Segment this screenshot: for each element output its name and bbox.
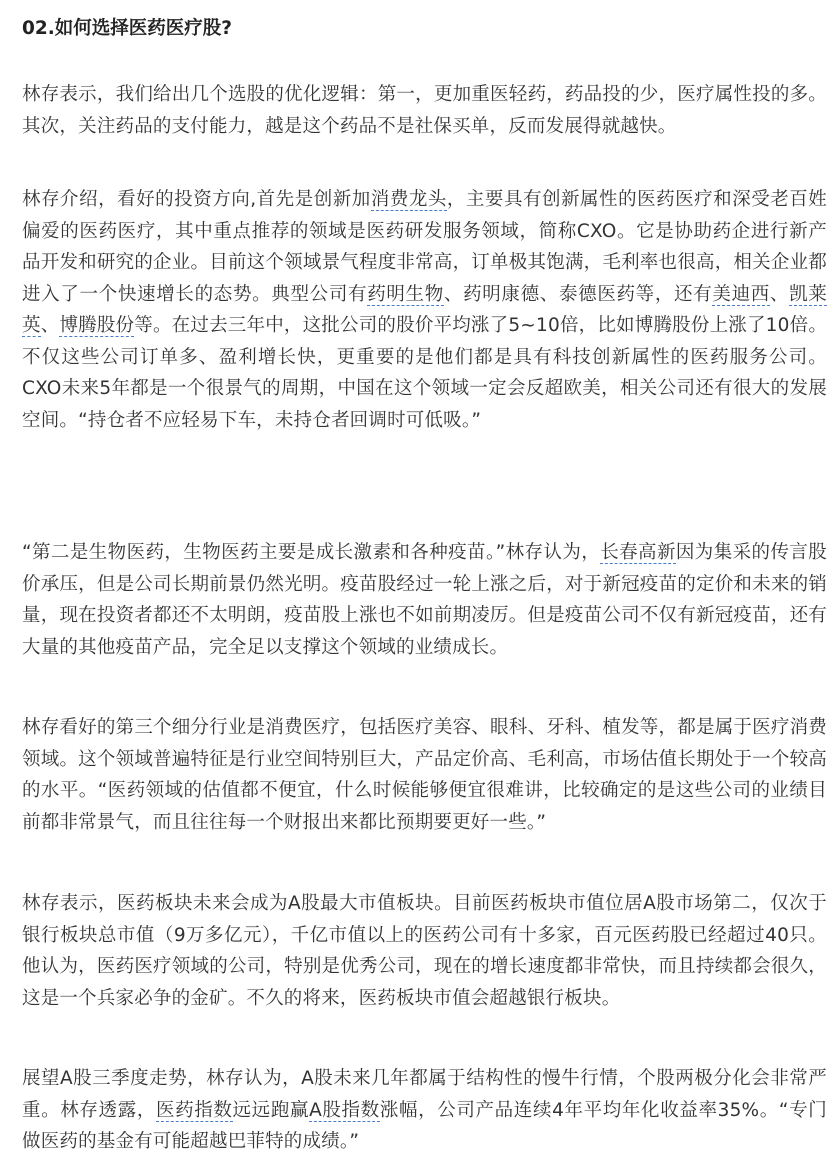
paragraph-text: 等。在过去三年中，这批公司的股价平均涨了5~10倍，比如博腾股份上涨了10倍。不仅这些公司订单多、盈利增长快，更重要的是他们都是具有科技创新属性的医药服务公司。CXO未来5年都是一个很景气的周期，中国在这个领域一定会反超欧美，相关公司还有很大的发展空间。“持仓者不应轻易下车，未持仓者回调时可低吸。”: [22, 315, 828, 431]
paragraph-text: 、: [40, 315, 60, 336]
paragraph-text: 林存介绍，看好的投资方向,首先是创新加: [22, 189, 371, 210]
paragraph-text: “第二是生物医药，生物医药主要是成长激素和各种疫苗。”林存认为，: [22, 542, 601, 563]
paragraph-1: [22, 79, 827, 142]
paragraph-text: 因为集采的传言股价承压，但是公司长期前景仍然光明。疫苗股经过一轮上涨之后，对于新冠疫苗的定价和未来的销量，现在投资者都还不太明朗，疫苗股上涨也不如前期凌厉。但是疫苗公司不仅有新冠疫苗，还有大量的其他疫苗产品，完全足以支撑这个领域的业绩成长。: [22, 542, 827, 658]
stock-link-wuxi-biologics[interactable]: 药明生物: [367, 283, 444, 305]
stock-link-consumer-leader[interactable]: 消费龙头: [370, 189, 447, 210]
paragraph-text: 涨幅，公司产品连续4年平均年化收益率35%。“专门做医药的基金有可能超越巴菲特的成绩。”: [22, 1099, 827, 1152]
paragraph-2: [22, 184, 827, 436]
stock-link-pharma-index[interactable]: 医药指数: [155, 1099, 233, 1121]
stock-link-changchun-high-tech[interactable]: 长春高新: [600, 542, 676, 563]
stock-link-medicilon[interactable]: 美迪西: [712, 283, 770, 305]
paragraph-text: 远远跑赢: [232, 1099, 310, 1121]
paragraph-3: [22, 537, 827, 663]
paragraph-text: 林存看好的第三个细分行业是消费医疗，包括医疗美容、眼科、牙科、植发等，都是属于医疗消费领域。这个领域普遍特征是行业空间特别巨大，产品定价高、毛利高，市场估值长期处于一个较高的水平。“医药领域的估值都不便宜，什么时候能够便宜很难讲，比较确定的是这些公司的业绩目前都非常景气，而且往往每一个财报出来都比预期要更好一些。”: [22, 717, 827, 833]
paragraph-4: [22, 712, 827, 838]
stock-link-porton[interactable]: 博腾股份: [59, 315, 135, 336]
paragraph-text: 、: [769, 283, 790, 305]
stock-link-asymchem[interactable]: 凯莱英: [22, 283, 827, 336]
paragraph-text: 林存表示，医药板块未来会成为A股最大市值板块。目前医药板块市值位居A股市场第二，仅次于银行板块总市值（9万多亿元），千亿市值以上的医药公司有十多家，百元医药股已经超过40只。他认为，医药医疗领域的公司，特别是优秀公司，现在的增长速度都非常快，而且持续都会很久，这是一个兵家必争的金矿。不久的将来，医药板块市值会超越银行板块。: [22, 893, 827, 1009]
paragraph-text: 、药明康德、泰德医药等，还有: [443, 283, 713, 305]
section-heading: 02.如何选择医药医疗股?: [22, 18, 233, 39]
paragraph-text: 林存表示，我们给出几个选股的优化逻辑：第一，更加重医轻药，药品投的少，医疗属性投的多。其次，关注药品的支付能力，越是这个药品不是社保买单，反而发展得就越快。: [22, 84, 827, 137]
paragraph-5: [22, 888, 827, 1014]
paragraph-text: ，主要具有创新属性的医药医疗和深受老百姓偏爱的医药医疗，其中重点推荐的领域是医药研发服务领域，简称CXO。它是协助药企进行新产品开发和研究的企业。目前这个领域景气程度非常高，订单极其饱满，毛利率也很高，相关企业都进入了一个快速增长的态势。典型公司有: [22, 189, 827, 305]
paragraph-6: [22, 1063, 827, 1158]
paragraph-text: 展望A股三季度走势，林存认为，A股未来几年都属于结构性的慢牛行情，个股两极分化会非常严重。林存透露，: [22, 1068, 827, 1121]
stock-link-a-share-index[interactable]: A股指数: [309, 1099, 380, 1121]
